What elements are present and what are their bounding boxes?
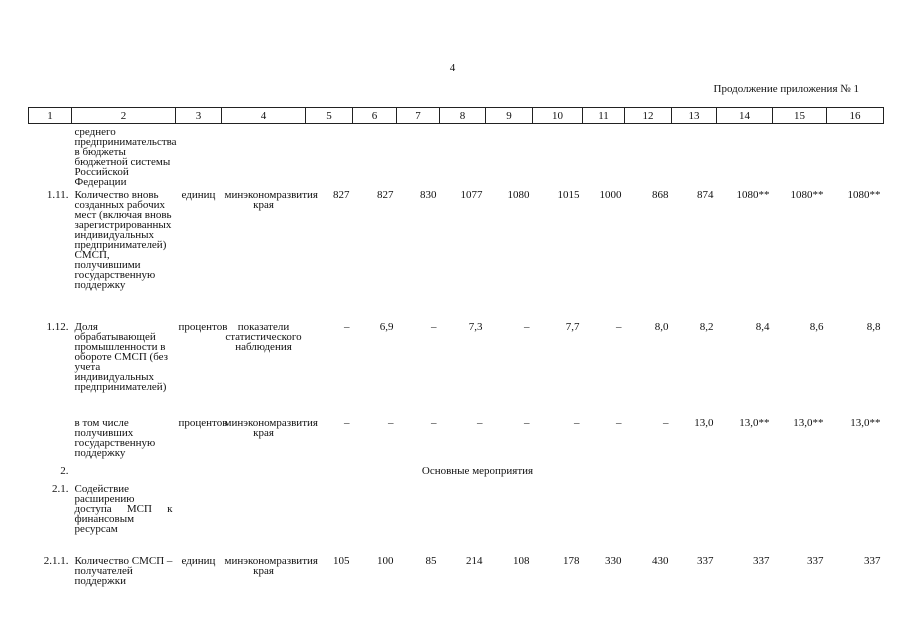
column-header: 8: [440, 108, 486, 124]
value-cell: –: [477, 416, 483, 429]
row-unit: единиц: [181, 188, 216, 201]
value-cell: 105: [333, 554, 350, 567]
column-header: 10: [533, 108, 583, 124]
value-cell: 8,6: [809, 320, 824, 333]
table-row: [29, 556, 884, 596]
row-code: 1.11.: [46, 188, 69, 201]
column-header: 3: [176, 108, 222, 124]
column-header: 2: [72, 108, 176, 124]
value-cell: 337: [697, 554, 714, 567]
value-cell: 100: [377, 554, 394, 567]
value-cell: 13,0**: [850, 416, 881, 429]
value-cell: 178: [563, 554, 580, 567]
value-cell: –: [616, 416, 622, 429]
value-cell: 827: [377, 188, 394, 201]
row-name: в том числе получивших государственную поддержку: [74, 416, 156, 459]
table-row: [29, 322, 884, 418]
value-cell: 330: [605, 554, 622, 567]
value-cell: –: [344, 320, 350, 333]
column-header: 6: [353, 108, 397, 124]
value-cell: –: [431, 416, 437, 429]
page-number: 4: [449, 62, 456, 74]
value-cell: 6,9: [379, 320, 394, 333]
value-cell: 868: [652, 188, 669, 201]
value-cell: 1077: [460, 188, 483, 201]
header-row: [29, 108, 884, 124]
row-name: Количество вновь созданных рабочих мест (включая вновь зарегистрированных индивидуальных предпринимателей) СМСП, получившими государственную поддержку: [74, 188, 172, 291]
section-code: 2.: [60, 464, 69, 477]
value-cell: 8,2: [699, 320, 714, 333]
value-cell: –: [388, 416, 394, 429]
column-header: 16: [827, 108, 884, 124]
column-header: 12: [625, 108, 672, 124]
column-header: 5: [306, 108, 353, 124]
row-unit: процентов: [178, 320, 228, 333]
row-code: 2.1.1.: [43, 554, 69, 567]
column-header: 1: [29, 108, 72, 124]
section-title: Основные мероприятия: [421, 464, 534, 477]
column-header: 7: [397, 108, 440, 124]
column-header: 13: [672, 108, 717, 124]
value-cell: 108: [513, 554, 530, 567]
value-cell: 337: [753, 554, 770, 567]
section-row: [29, 466, 884, 482]
row-source: показатели статистического наблюдения: [225, 320, 302, 353]
row-unit: единиц: [181, 554, 216, 567]
value-cell: –: [524, 320, 530, 333]
table-row: [29, 418, 884, 466]
row-name: Количество СМСП – получателей поддержки: [74, 554, 173, 587]
value-cell: –: [344, 416, 350, 429]
column-header: 14: [717, 108, 773, 124]
row-code: 2.1.: [52, 482, 69, 495]
value-cell: –: [431, 320, 437, 333]
row-unit: процентов: [178, 416, 228, 429]
row-name: Доля обрабатывающей промышленности в обороте СМСП (без учета индивидуальных предпринимателей): [74, 320, 169, 393]
value-cell: –: [663, 416, 669, 429]
value-cell: 337: [807, 554, 824, 567]
subsection-row: [29, 482, 884, 556]
value-cell: 1080**: [847, 188, 881, 201]
row-source: минэкономразвития края: [224, 416, 318, 439]
value-cell: 1080**: [790, 188, 824, 201]
value-cell: 8,4: [755, 320, 770, 333]
value-cell: 1080: [507, 188, 530, 201]
value-cell: 8,8: [866, 320, 881, 333]
row-code: [29, 418, 72, 466]
carryover-row: [29, 124, 884, 190]
indicators-table: [28, 107, 884, 596]
value-cell: 7,7: [565, 320, 580, 333]
column-header: 4: [222, 108, 306, 124]
value-cell: 85: [425, 554, 437, 567]
table-row: [29, 190, 884, 322]
value-cell: 13,0: [694, 416, 714, 429]
value-cell: 1080**: [736, 188, 770, 201]
value-cell: 430: [652, 554, 669, 567]
carryover-text: среднего предпринимательства в бюджеты бюджетной системы Российской Федерации: [74, 126, 177, 188]
row-code: 1.12.: [46, 320, 69, 333]
value-cell: 13,0**: [739, 416, 770, 429]
value-cell: 1015: [557, 188, 580, 201]
value-cell: –: [524, 416, 530, 429]
column-header: 9: [486, 108, 533, 124]
row-source: минэкономразвития края: [224, 554, 318, 577]
row-name: Содействие расширению доступа МСП к финансовым ресурсам: [74, 482, 173, 535]
value-cell: 874: [697, 188, 714, 201]
value-cell: 13,0**: [793, 416, 824, 429]
value-cell: 1000: [599, 188, 622, 201]
value-cell: –: [616, 320, 622, 333]
value-cell: 827: [333, 188, 350, 201]
column-header: 15: [773, 108, 827, 124]
value-cell: 830: [420, 188, 437, 201]
value-cell: –: [574, 416, 580, 429]
value-cell: 214: [466, 554, 483, 567]
row-source: минэкономразвития края: [224, 188, 318, 211]
column-header: 11: [583, 108, 625, 124]
value-cell: 8,0: [654, 320, 669, 333]
value-cell: 337: [864, 554, 881, 567]
continuation-caption: Продолжение приложения № 1: [713, 83, 859, 95]
value-cell: 7,3: [468, 320, 483, 333]
